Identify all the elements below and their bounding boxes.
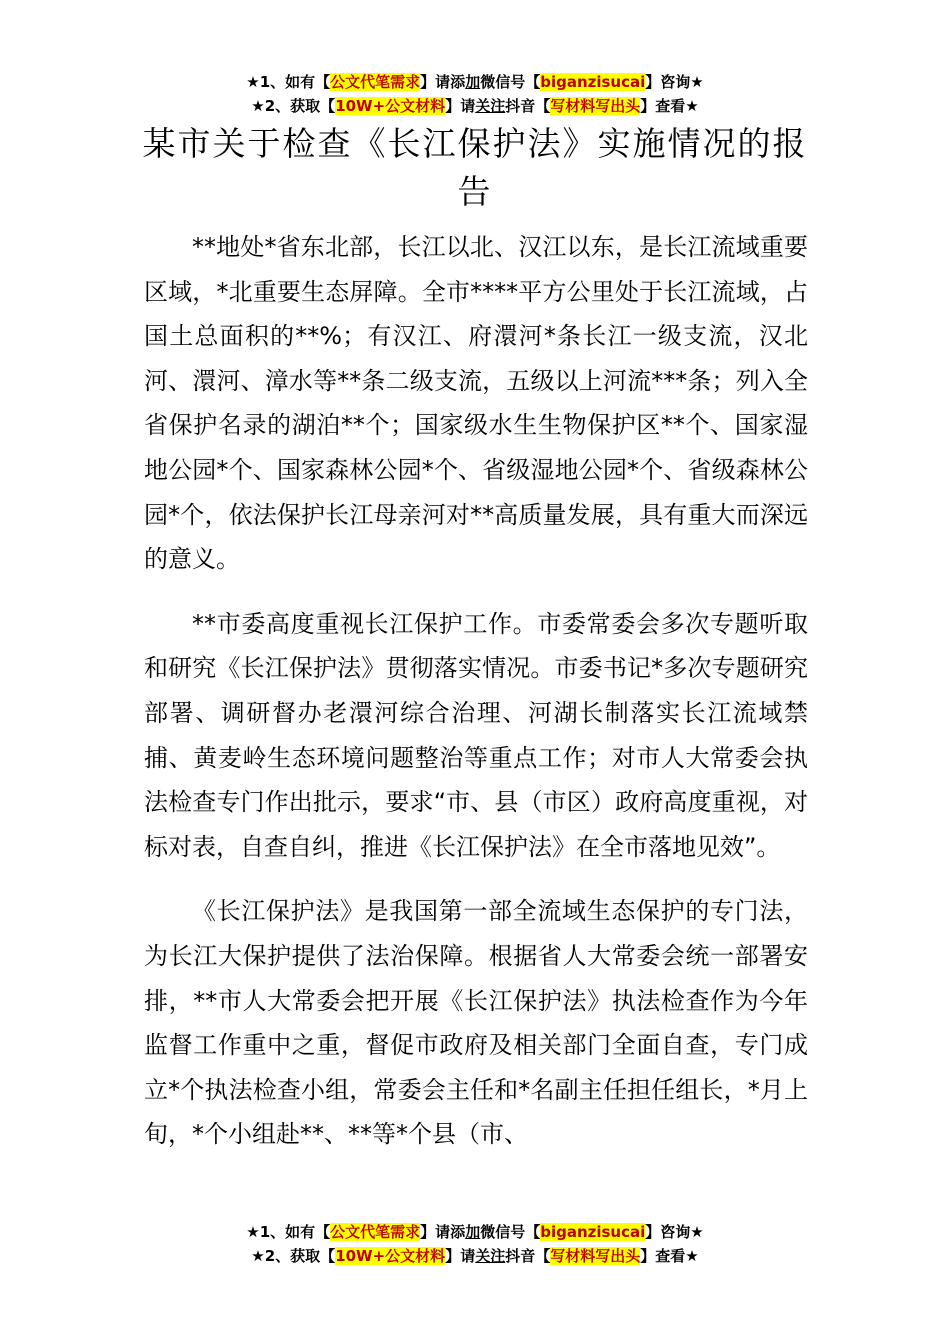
header-banner bbox=[0, 70, 950, 118]
highlight-douyin-account: 写材料写出头 bbox=[550, 1247, 641, 1265]
highlight-service: 公文代笔需求 bbox=[330, 73, 421, 91]
banner-line-1: ★1、如有【公文代笔需求】请添加微信号【biganzisucai】咨询★ bbox=[246, 1223, 704, 1241]
paragraph-2: **市委高度重视长江保护工作。市委常委会多次专题听取和研究《长江保护法》贯彻落实情况。市委书记*多次专题研究部署、调研督办老澴河综合治理、河湖长制落实长江流域禁捕、黄麦岭生态环境问题整治等重点工作；对市人大常委会执法检查专门作出批示，要求“市、县（市区）政府高度重视，对标对表，自查自纠，推进《长江保护法》在全市落地见效”。 bbox=[144, 609, 808, 861]
highlight-service: 公文代笔需求 bbox=[330, 1223, 421, 1241]
paragraph-1: **地处*省东北部，长江以北、汉江以东，是长江流域重要区域，*北重要生态屏障。全市****平方公里处于长江流域，占国土总面积的**%；有汉江、府澴河*条长江一级支流，汉北河、澴河、漳水等**条二级支流，五级以上河流***条；列入全省保护名录的湖泊**个；国家级水生生物保护区**个、国家湿地公园*个、国家森林公园*个、省级湿地公园*个、省级森林公园*个，依法保护长江母亲河对**高质量发展，具有重大而深远的意义。 bbox=[144, 233, 808, 574]
banner-line-2: ★2、获取【10W+公文材料】请关注抖音【写材料写出头】查看★ bbox=[251, 97, 699, 115]
document-title: 某市关于检查《长江保护法》实施情况的报告 bbox=[142, 124, 808, 211]
highlight-materials: 10W+公文材料 bbox=[335, 97, 446, 115]
highlight-wechat-id: biganzisucai bbox=[540, 73, 646, 91]
banner-line-1: ★1、如有【公文代笔需求】请添加微信号【biganzisucai】咨询★ bbox=[246, 73, 704, 91]
highlight-douyin-account: 写材料写出头 bbox=[550, 97, 641, 115]
highlight-materials: 10W+公文材料 bbox=[335, 1247, 446, 1265]
paragraph-3: 《长江保护法》是我国第一部全流域生态保护的专门法，为长江大保护提供了法治保障。根据省人大常委会统一部署安排，**市人大常委会把开展《长江保护法》执法检查作为今年监督工作重中之重，督促市政府及相关部门全面自查，专门成立*个执法检查小组，常委会主任和*名副主任担任组长，*月上旬，*个小组赴**、**等*个县（市、 bbox=[144, 897, 808, 1149]
banner-line-2: ★2、获取【10W+公文材料】请关注抖音【写材料写出头】查看★ bbox=[251, 1247, 699, 1265]
document-body bbox=[144, 225, 808, 1177]
highlight-wechat-id: biganzisucai bbox=[540, 1223, 646, 1241]
footer-banner bbox=[0, 1220, 950, 1268]
